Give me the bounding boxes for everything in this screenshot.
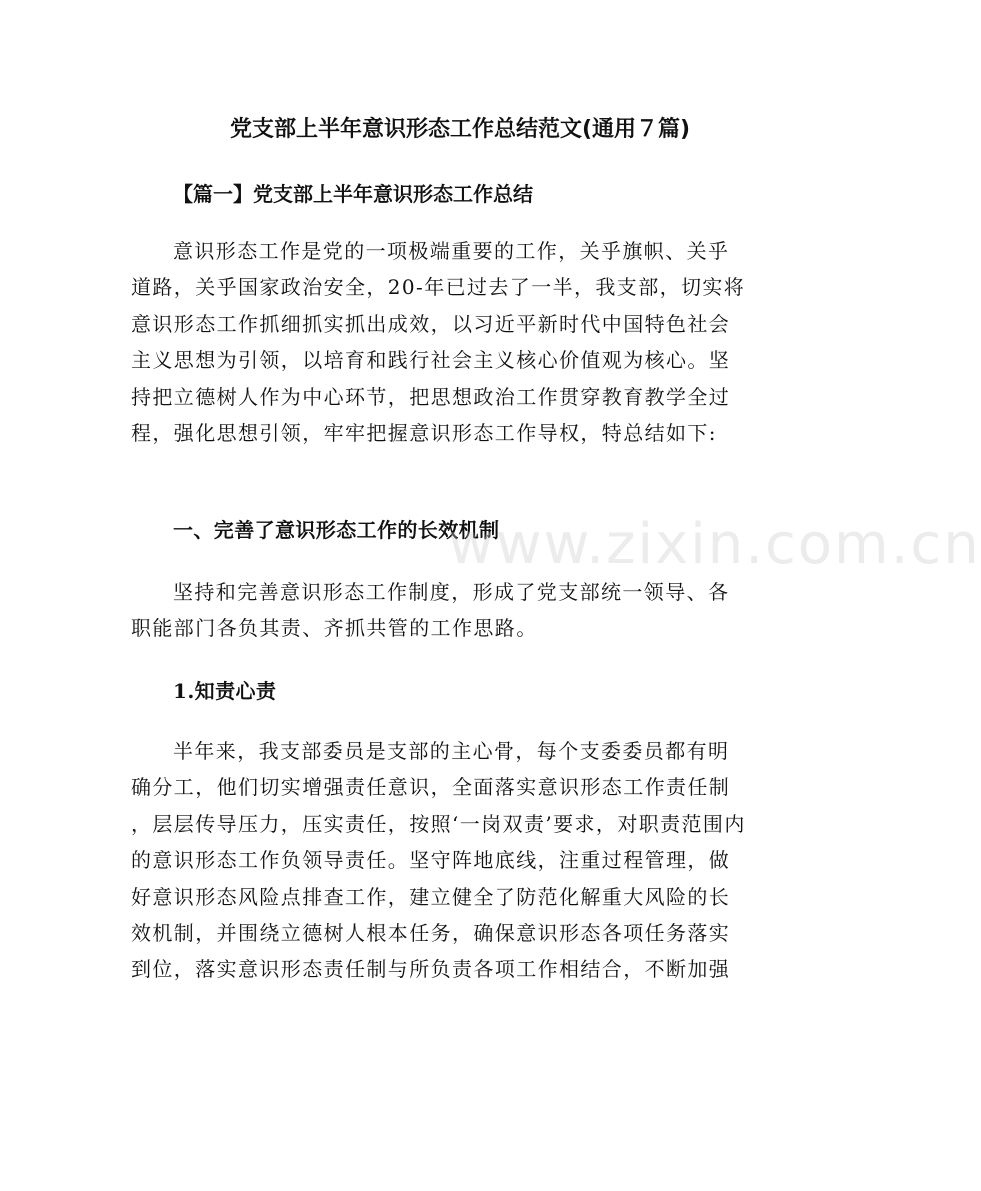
paragraph-line: 意识形态工作抓细抓实抓出成效，以习近平新时代中国特色社会 (131, 311, 731, 336)
paragraph-line: ，层层传导压力，压实责任，按照‘一岗双责’要求，对职责范围内 (131, 811, 746, 836)
paragraph-line: 确分工，他们切实增强责任意识，全面落实意识形态工作责任制 (131, 775, 731, 800)
subheading-1: 一、完善了意识形态工作的长效机制 (173, 518, 500, 542)
paragraph-line: 程，强化思想引领，牢牢把握意识形态工作导权，特总结如下: (131, 420, 717, 445)
paragraph-line: 持把立德树人作为中心环节，把思想政治工作贯穿教育教学全过 (131, 384, 731, 409)
paragraph-line: 到位，落实意识形态责任制与所负责各项工作相结合，不断加强 (131, 957, 731, 982)
watermark: www.zixin.com.cn (448, 512, 981, 577)
paragraph-line: 半年来，我支部委员是支部的主心骨，每个支委委员都有明 (173, 739, 730, 763)
subheading-2: 1.知责心责 (173, 679, 277, 703)
paragraph-line: 职能部门各负其责、齐抓共管的工作思路。 (131, 616, 538, 641)
paragraph-line: 意识形态工作是党的一项极端重要的工作，关乎旗帜、关乎 (173, 239, 730, 263)
paragraph-2 (131, 574, 795, 647)
paragraph-line: 的意识形态工作负领导责任。坚守阵地底线，注重过程管理，做 (131, 848, 731, 873)
section-heading: 【篇一】党支部上半年意识形态工作总结 (173, 182, 533, 206)
paragraph-line: 坚持和完善意识形态工作制度，形成了党支部统一领导、各 (173, 580, 730, 604)
paragraph-1 (131, 233, 795, 451)
paragraph-line: 主义思想为引领，以培育和践行社会主义核心价值观为核心。坚 (131, 348, 731, 373)
document-title: 党支部上半年意识形态工作总结范文(通用７篇) (229, 117, 691, 142)
paragraph-3 (131, 733, 795, 988)
paragraph-line: 好意识形态风险点排查工作，建立健全了防范化解重大风险的长 (131, 884, 731, 909)
paragraph-line: 道路，关乎国家政治安全，20-年已过去了一半，我支部，切实将 (131, 275, 746, 300)
paragraph-line: 效机制，并围绕立德树人根本任务，确保意识形态各项任务落实 (131, 920, 731, 945)
